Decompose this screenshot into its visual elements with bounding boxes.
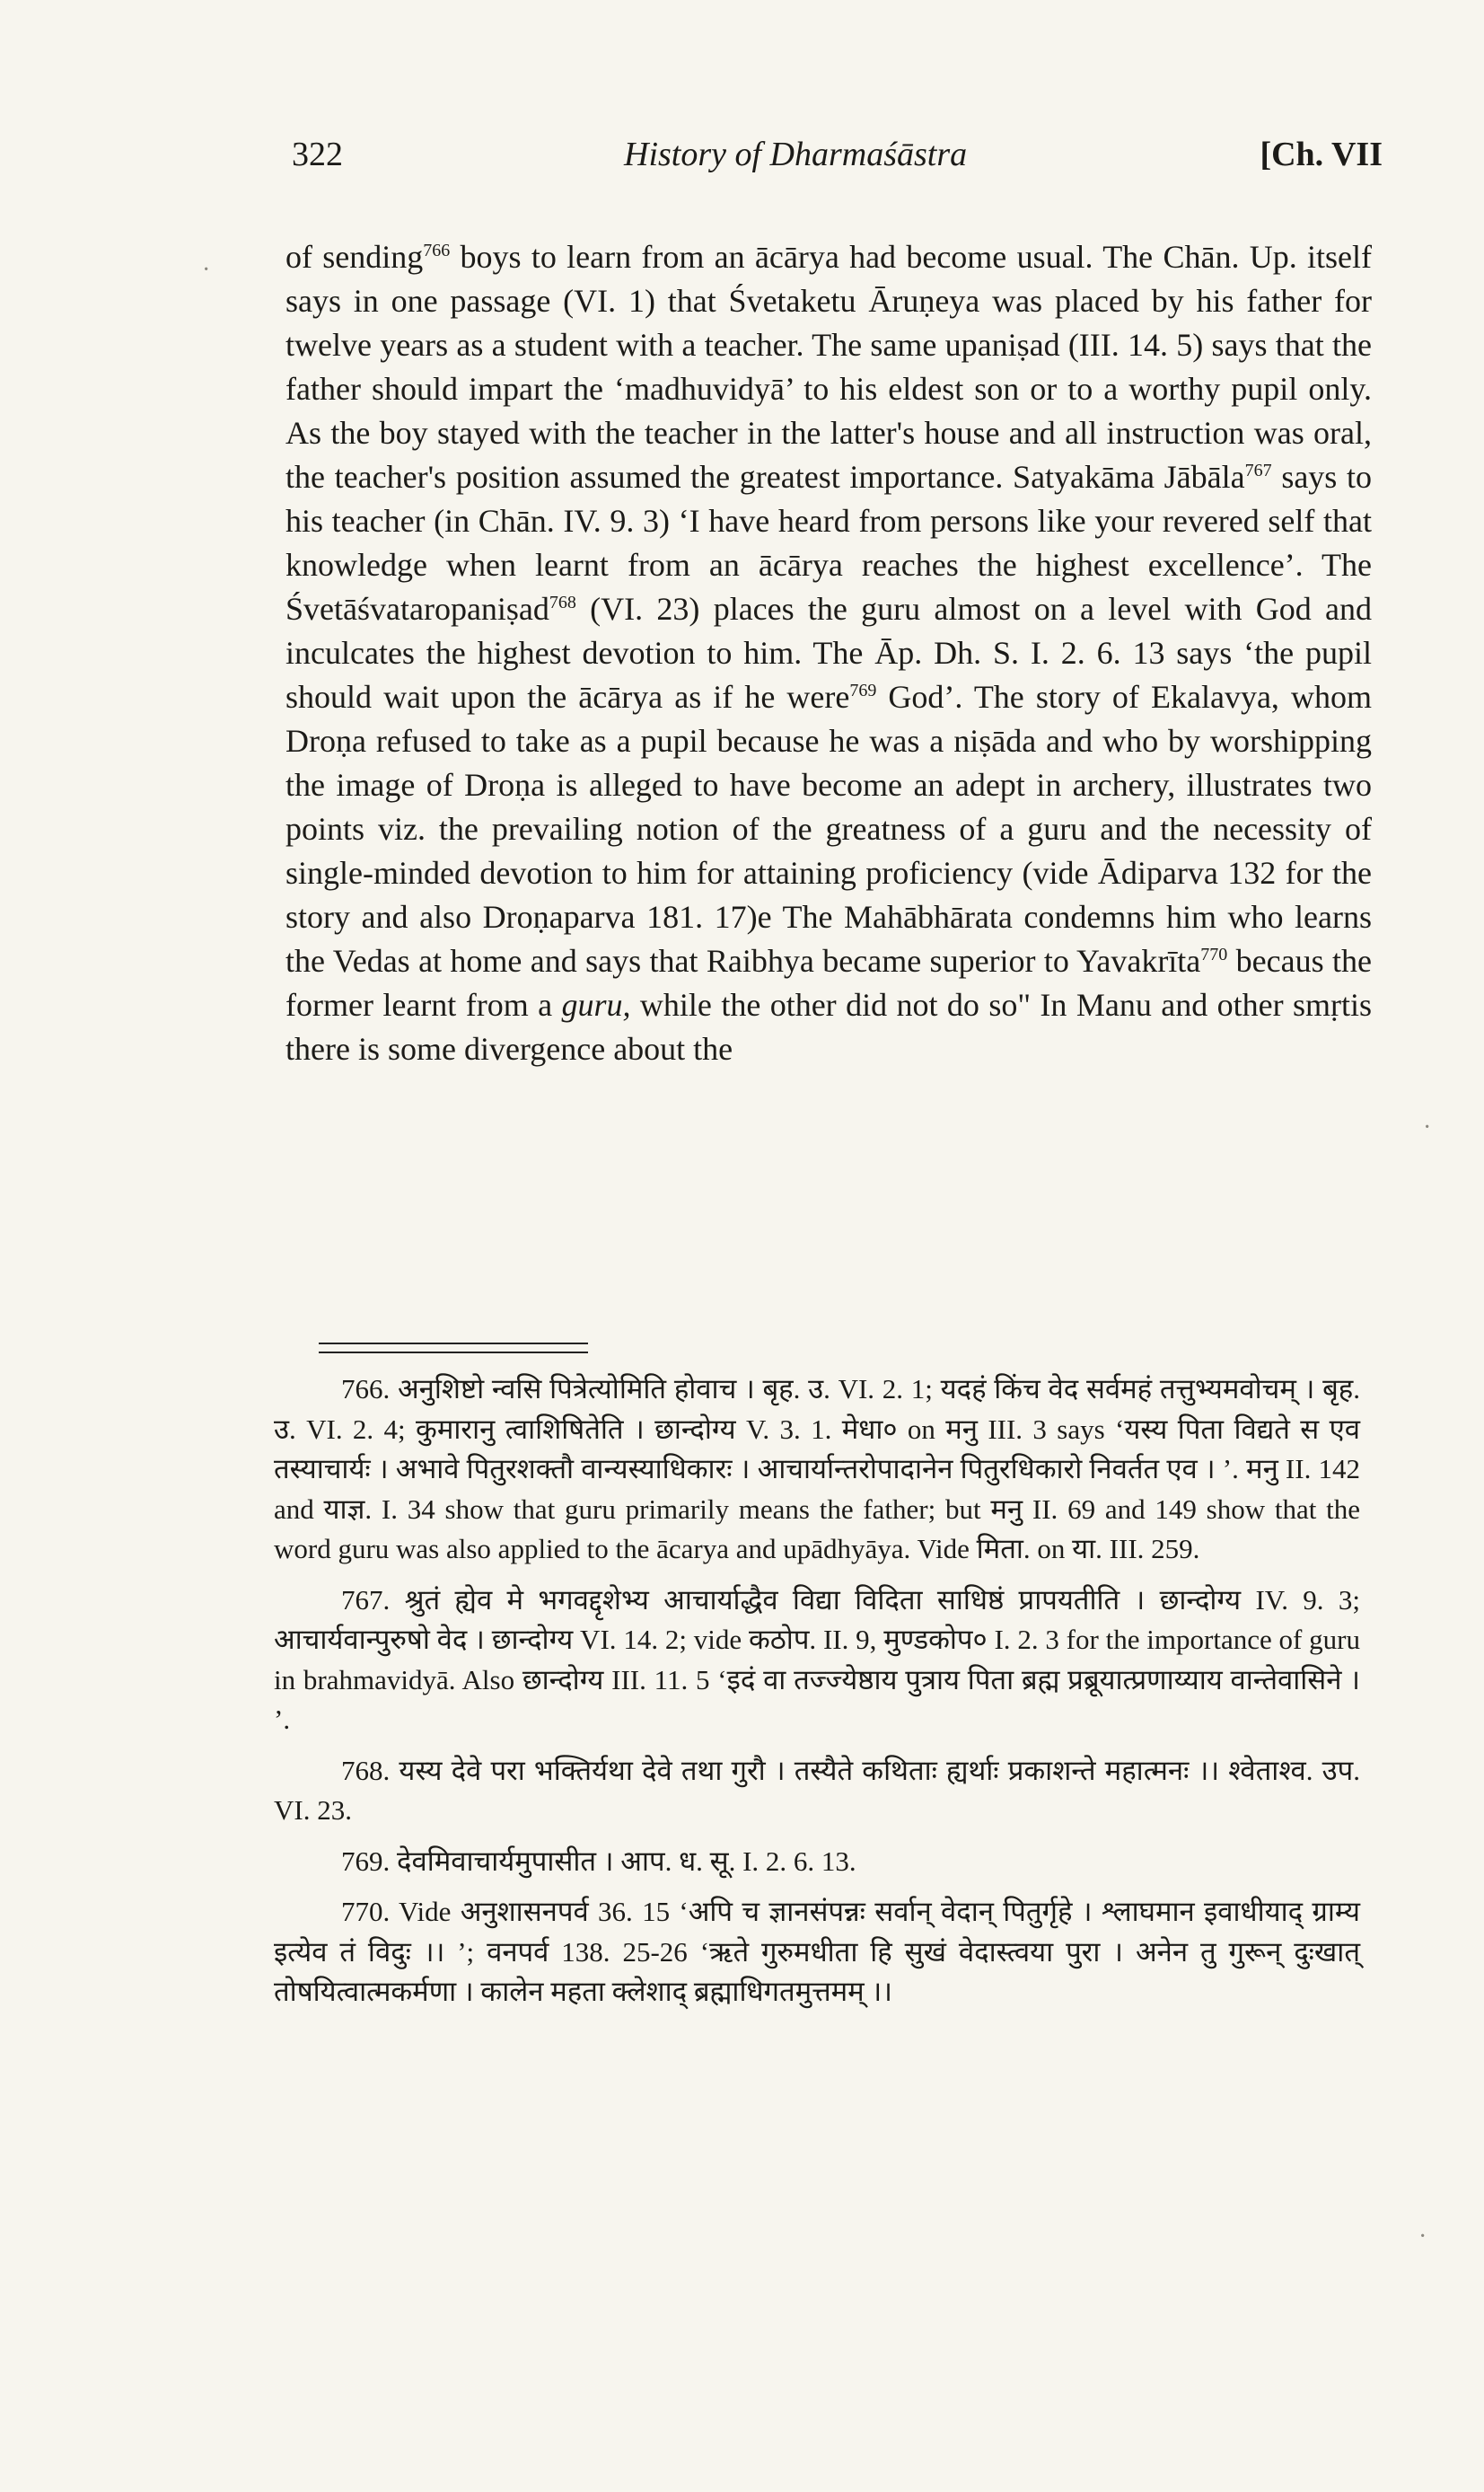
footnotes: [274, 1369, 1360, 2023]
scan-speck: ·: [1418, 2223, 1427, 2250]
running-title: History of Dharmaśāstra: [624, 136, 968, 173]
text-run: God’. The story of Ekalavya, whom Droṇa refused to take as a pupil because he was a niṣāda and who by worshipping the image of Droṇa is alleged to have become an adept in archery, illustrates two points viz. the prevailing notion of the greatness of a guru and the necessity of single-minded devotion to him for attaining proficiency (vide Ādiparva 132 for the story and also Droṇaparva 181. 17)e The Mahābhārata condemns him who learns the Vedas at home and says that Raibhya became superior to Yavakrīta: [285, 679, 1372, 979]
footnote-ref-766: 766: [423, 241, 451, 260]
main-text: [285, 235, 1372, 1071]
text-run: of sending: [285, 239, 424, 275]
footnote-766: 766. अनुशिष्टो न्वसि पित्रेत्योमिति होवाच । बृह. उ. VI. 2. 1; यदहं किंच वेद सर्वमहं तत्तुभ्यमवोचम् । बृह. उ. VI. 2. 4; कुमारानु त्वाशिषितेति । छान्दोग्य V. 3. 1. मेधा० on मनु III. 3 says ‘यस्य पिता विद्यते स एव तस्याचार्यः । अभावे पितुरशक्तौ वान्यस्याधिकारः । आचार्यान्तरोपादानेन पितुरधिकारो निवर्तत एव । ’. मनु II. 142 and याज्ञ. I. 34 show that guru primarily means the father; but मनु II. 69 and 149 show that the word guru was also applied to the ācarya and upādhyāya. Vide मिता. on या. III. 259.: [274, 1373, 1360, 1564]
text-run: while the other did not do so" In Manu and other smṛtis there is some divergence about the: [285, 987, 1373, 1067]
main-paragraph: [285, 235, 1372, 1071]
footnote-768: 768. यस्य देवे परा भक्तिर्यथा देवे तथा गुरौ । तस्यैते कथिताः ह्यर्थाः प्रकाशन्ते महात्मनः ।। श्वेताश्व. उप. VI. 23.: [274, 1754, 1360, 1826]
text-run: becaus the former learnt from a: [285, 943, 1372, 1023]
footnote-ref-770: 770: [1200, 945, 1228, 964]
footnote-767: 767. श्रुतं ह्येव मे भगवद्दृशेभ्य आचार्याद्धैव विद्या विदिता साधिष्ठं प्रापयतीति । छान्दोग्य IV. 9. 3; आचार्यवान्पुरुषो वेद । छान्दोग्य VI. 14. 2; vide कठोप. II. 9, मुण्डकोप० I. 2. 3 for the importance of guru in brahmavidyā. Also छान्दोग्य III. 11. 5 ‘इदं वा तज्ज्येष्ठाय पुत्राय पिता ब्रह्म प्रब्रूयात्प्रणाय्याय वान्तेवासिने । ’.: [274, 1583, 1360, 1735]
text-run: says to his teacher (in Chān. IV. 9. 3) ‘I have heard from persons like your revered self that knowledge when learnt from an ācārya reaches the highest excellence’. The Śvetāśvataropaniṣad: [285, 459, 1373, 627]
footnote-ref-768: 768: [549, 593, 576, 612]
footnote-ref-767: 767: [1244, 461, 1272, 480]
page-number: 322: [292, 136, 343, 173]
scan-speck: ·: [202, 256, 211, 284]
running-header: [292, 135, 1383, 189]
text-run: boys to learn from an ācārya had become usual. The Chān. Up. itself says in one passage (VI. 1) that Śvetaketu Āruṇeya was placed by his father for twelve years as a student with a teacher. The same upaniṣad (III. 14. 5) says that the father should impart the ‘madhuvidyā’ to his eldest son or to a worthy pupil only. As the boy stayed with the teacher in the latter's house and all instruction was oral, the teacher's position assumed the greatest importance. Satyakāma Jābāla: [285, 239, 1372, 495]
footnote-ref-769: 769: [849, 681, 877, 700]
footnote-770: 770. Vide अनुशासनपर्व 36. 15 ‘अपि च ज्ञानसंपन्नः सर्वान् वेदान् पितुर्गृहे । श्लाघमान इवाधीयाद् ग्राम्य इत्येव तं विदुः ।। ’; वनपर्व 138. 25-26 ‘ऋते गुरुमधीता हि सुखं वेदास्त्वया पुरा । अनेन तु गुरून् दुःखात् तोषयित्वात्मकर्मणा । कालेन महता क्लेशाद् ब्रह्माधिगतमुत्तमम् ।।: [274, 1896, 1360, 2007]
footnote-separator: [319, 1343, 588, 1353]
footnote-769: 769. देवमिवाचार्यमुपासीत । आप. ध. सू. I. 2. 6. 13.: [341, 1845, 856, 1877]
text-run: (VI. 23) places the guru almost on a level with God and inculcates the highest devotion to him. The Āp. Dh. S. I. 2. 6. 13 says ‘the pupil should wait upon the ācārya as if he were: [285, 591, 1372, 715]
scan-speck: ·: [1423, 1114, 1432, 1141]
chapter-label: [Ch. VII: [1260, 136, 1383, 173]
italic-text: guru,: [561, 987, 631, 1023]
